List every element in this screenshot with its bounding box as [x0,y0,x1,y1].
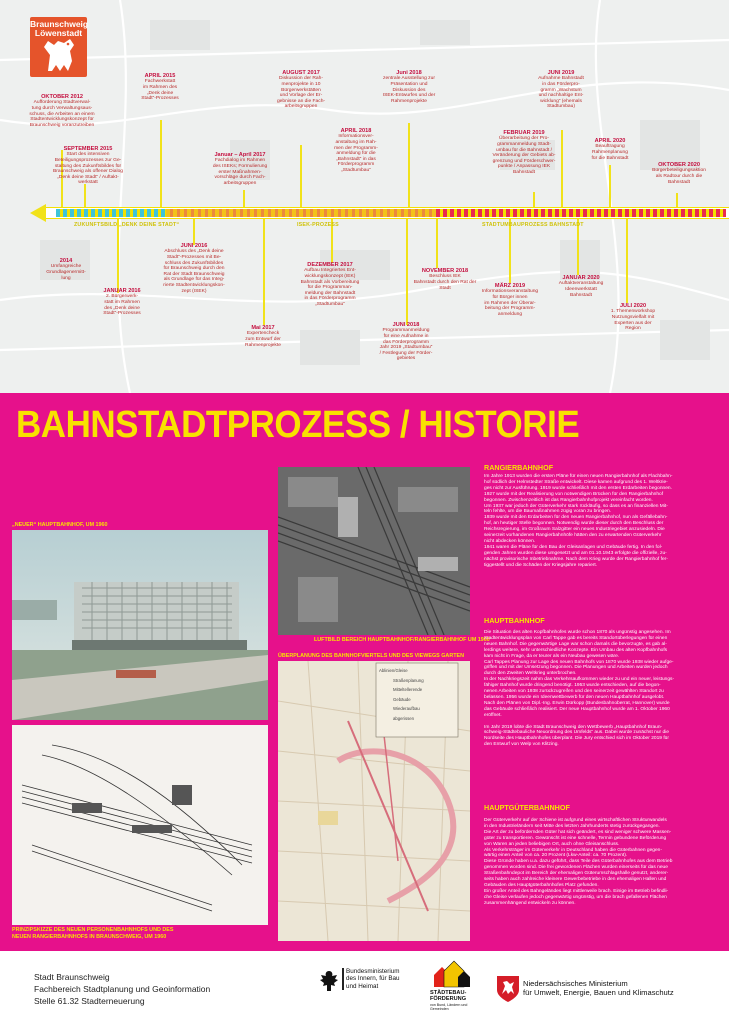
footer-line: Stadt Braunschweig [34,972,110,982]
event-text: Informationsveranstaltung für Bürger innen im Rahmen der Überar- beitung der Programm- anmeldung [481,289,539,317]
phase-segment-isek [166,209,436,217]
logo-text-line2: Löwenstadt [34,28,83,38]
map-legend [379,666,457,723]
event-text: Aufnahme Bahnstadt in das Förderpro- gramm „Wachstum und nachhaltige Ent- wicklung“ (ehemals Stadtumbau) [538,76,584,110]
legend-item: Gebäude [393,696,411,702]
logo-text-line1: Braunschweig [30,19,89,29]
event-text: Aufbau Integriertes Ent- wicklungskonzept (IEK) Bahnstadt als Vorbereitung für die Programman- meldung der Bahnstadt in das Förderprogramm „Stadtumbau“ [300,268,360,307]
caption-photo1: „NEUER“ HAUPTBAHNHOF, UM 1960 [12,522,108,528]
event-date: AUGUST 2017 [282,70,320,76]
bmi-text: und Heimat [346,982,379,990]
caption-photo3: ÜBERPLANUNG DES BAHNHOFVIERTELS UND DES VIEWEGS GARTEN [278,653,464,659]
event-date: JUNI 2016 [180,243,208,249]
section-heading-hauptbahnhof: HAUPTBAHNHOF [484,616,545,625]
event-date: JUNI 2018 [392,322,420,328]
legend-item: abgerissen [393,715,415,721]
nds-ministry-text [523,979,674,997]
event-text: Umfangreiche Grundlagenermitt- lung [46,264,86,281]
section-body-hauptbahnhof: Die Situation des alten Kopfbahnhofes wurde schon 1870 als ungünstig angesehen. Im Stadtentwicklungsplan von Carl Tappe gab es bereits Standortüberlegungen für einen neuen Bahnhof. Die gegenwärtige Lage war schon damals die bevorzugte, es gab al- lerdings weitere, sehr unterschiedliche Konzepte. Ein Umbau des alten Kopfbahnhofs kam nicht in Frage, da er teurer als ein Neubau gewesen wäre. Carl Tappes Planung zur Lage des neuen Bahnhofs von 1870 wurde 1938 wieder aufge- griffen und mit der Umsetzung begonnen. Die Planungen und Arbeiten wurden jedoch durch den Zweiten Weltkrieg unterbrochen. In der Nachkriegszeit nahm das Verkehrsaufkommen wieder zu und ein neuer, leistungs- fähiger Bahnhof wurde dringend benötigt. 1953 wurde entschieden, auf die begon- nenen Arbeiten von 1938 zurückzugreifen und den seinerzeit gewählten Standort zu belassen. 1956 wurde ein Ideenwettbewerb für den neuen Hauptbahnhof ausgelobt. Nach den Plänen von Dipl.-Ing. Erwin Dürkopp (Bundesbahnoberrat, Hannover) wurde das Gebäude schließlich realisiert. Der neue Hauptbahnhof wurde am 1. Oktober 1960 eröffnet. Im Jahr 2019 lobte die Stadt Braunschweig den Wettbewerb „Hauptbahnhof Braun- schweig-Städtebauliche Neuordnung des Umfelds“ aus. Dabei wurde zunächst nur die Nordseite des Hauptbahnhofes überplant. Die Jury entschied sich im Oktober 2019 für den Entwurf von Welp von Klitzing. [484,630,675,748]
event-date: Mai 2017 [251,325,275,331]
phase-label-isek: ISEK-PROZESS [297,222,339,228]
braunschweig-logo [30,17,87,77]
phase-segment-zukunftsbild [56,209,166,217]
phase-label-zukunftsbild: ZUKUNFTSBILD „DENK DEINE STADT“ [74,222,180,228]
nds-line: für Umwelt, Energie, Bauen und Klimaschutz [523,988,674,997]
bmi-logo [342,968,400,990]
timeline-event [478,130,570,176]
caption-photo2: LUFTBILD BEREICH HAUPTBAHNHOF/RANGIERBAHNHOF UM 1960 [314,637,490,643]
staedtebau-line: von Bund, Ländern und [430,1002,468,1007]
event-text: Informationsver- anstaltung im Rah- men der Programm- anmeldung für die „Bahnstadt“ in das Förderprogramm „Stadtumbau“ [334,134,378,173]
timeline-event [364,322,448,362]
timeline-event [470,283,550,317]
event-date: JANUAR 2016 [103,288,141,294]
federal-eagle-icon [318,969,340,993]
event-text: 2. Bürgerwerk- statt im Rahmen des „Denk deine Stadt“-Prozesses [103,294,141,317]
section-body-rangierbahnhof: Im Jahre 1913 wurden die ersten Pläne für einen neuen Rangierbahnhof als Flachbahn- hof südlich der Helmstedter Straße entwickelt. Diese kamen aufgrund des 1. Weltkrie- ges nicht zur Ausführung. 1919 wurde schließlich mit den ersten Erdarbeiten begonnen. 1927 wurde mit der Realisierung von notwendigen Brücken für den Rangierbahnhof begonnen. Zwischenzeitlich ist das Rangierbahnhofprojekt vereinfacht worden. Um 1937 war jedoch der Güterverkehr stark rückläufig, so dass es an finanziellen Mit- teln fehlte, um die Baumaßnahmen zügig voran zu bringen. 1939 wurde mit den Erdarbeiten für den neuen Rangierbahnhof, nun als Gefällebahn- hof, an heutiger Stelle begonnen. Notwendig wurde dieser durch den Beschluss der Reichsregierung, im Großraum Salzgitter ein neues Industriegebiet anzusiedeln. Die seinerzeit vorhandenen Rangierbahnhöfe hätten den zu erwartenden Güterverkehr nicht abdecken können. 1941 waren die Pläne für den Bau der Gleisanlagen und Gebäude fertig. In den fol- genden Jahren wurden diese umgesetzt und am 01.10.1943 erfolgte die offizielle, zu- nächst provisorische Inbetriebnahme. Nach dem Krieg wurde der Rangierbahnhof fer- tiggestellt und die Schäden der Kriegsjahre repariert. [484,474,673,568]
timeline-event [600,303,666,332]
timeline-event [144,243,244,294]
event-text: Überarbeitung der Pro- grammanmeldung Stadt- umbau für die Bahnstadt / Veränderung der Gebiets ab- grenzung und Förderschwer- punkte / Anpassung IEK Bahnstadt [492,136,556,175]
legend-item: Ablinien/Gleise [379,668,408,673]
event-date: MÄRZ 2019 [494,283,526,289]
event-date: APRIL 2020 [594,138,626,144]
event-text: Auftaktveranstaltung Ideenwerkstatt Bahnstadt [558,281,604,298]
lion-icon [30,17,87,77]
event-text: Start des intensiven Beteiligungsprozesses zur Ge- staltung des Zukunftsbildes für Braunschweig als offener Dialog „Denk deine Stadt“ / Auftakt- werkstatt [52,152,124,186]
event-text: Expertencheck zum Entwurf der Rahmenprojekte [245,331,281,348]
event-text: Beauftragung Rahmenplanung für die Bahnstadt [591,144,629,161]
event-date: FEBRUAR 2019 [503,130,545,136]
niedersachsen-horse-icon [497,976,519,1002]
event-text: 1. Themenworkshop Nutzungsvielfalt mit Experten aus der Region [610,309,656,332]
timeline-event [230,325,296,348]
legend-item: Wiederaufbau [393,706,420,711]
event-date: JULI 2020 [619,303,647,309]
event-date: JANUAR 2020 [562,275,600,281]
bmi-text: Bundesministerium [346,968,400,975]
staedtebau-line: FÖRDERUNG [430,996,467,1003]
legend-item: Mitteltellerende [393,687,423,692]
legend-item: Straßenplanung [393,677,424,683]
event-text: Beschluss IEK Bahnstadt durch den Rat der Stadt [413,274,477,291]
timeline-event [38,146,138,186]
sketch-personenbahnhof [12,725,268,925]
timeline-event [36,258,96,281]
timeline-connector [406,213,408,325]
event-date: SEPTEMBER 2015 [63,146,113,152]
section-body-hauptgueterbahnhof: Der Güterverkehr auf der Schiene ist aufgrund eines wirtschaftlichen Strukturwandels in den Industrieländern seit Mitte des letzten Jahrhunderts stetig zurückgegangen. Die Art der zu befördernden Güter hat sich geändert, es sind weniger schwere Massen- güter zu transportieren. Gewünscht ist eine schnelle, Termin gebundene Beförderung von Waren an jeden beliebigen Ort, auch ohne Gleisanschluss. Als Verkehrsträger im Güterverkehr in Deutschland haben die Güterbahnen gegen- wärtig einen Anteil von ca. 20 Prozent (Lkw-Anteil: ca. 70 Prozent). Diese Gründe haben u.a. dazu geführt, dass Teile des Güterbahnhofes aus dem Betrieb genommen worden sind. Die frei gewordenen Flächen wurden einerseits für das neue Straßenbahndepot im Bereich der ehemaligen Güterumschlagshalle genutzt, anderer- seits haben auch zahlreiche kleinere Gewerbebetriebe in den ehemaligen Hallen und Gebäuden des Hauptgüterbahnhofes Platz gefunden. Ein großer Anteil des Bahngeländes liegt mittlerweile brach. Einige im Betrieb befindli- che Gleise verlaufen jedoch gegenwärtig ungünstig, um die brach gefallenen Flächen zusammenhängend entwickeln zu können. [484,818,673,906]
timeline-event [92,288,152,317]
phase-segment-bahnstadt [436,209,726,217]
timeline-event [640,162,718,185]
event-text: Diskussion der Rah- menprojekte in 10 Bürgerwerkstätten und Vorlage der Er- gebnisse an die Fach- arbeitsgruppen [276,76,326,110]
timeline-event [18,94,106,128]
timeline-event [317,128,395,174]
event-text: Aufforderung Stadtverwal- tung durch Verwaltungsaus- schuss, die Arbeiten an einem Stadtentwicklungskonzept für Braunschweig voranzutreiben [29,100,95,128]
caption-photo4: PRINZIPSKIZZE DES NEUEN PERSONENBAHNHOFS UND DES NEUEN RANGIERBAHNHOFS IN BRAUNSCHWEIG, UM 1960 [12,927,174,940]
timeline-connector [609,165,611,212]
staedtebaufoerderung-houses-icon [432,959,472,989]
event-date: Januar – April 2017 [214,152,266,158]
timeline-event [282,262,378,308]
timeline-event [520,70,602,110]
event-date: JUNI 2019 [547,70,575,76]
timeline-start-arrow-icon [30,204,46,222]
nds-line: Niedersächsisches Ministerium [523,979,628,988]
timeline-connector [436,213,438,268]
photo-hauptbahnhof-1960 [12,530,268,720]
timeline-connector [331,213,333,263]
timeline-event [368,70,450,104]
event-date: OKTOBER 2012 [41,94,83,100]
phase-label-bahnstadt: STADTUMBAUPROZESS BAHNSTADT [482,222,584,228]
event-text: Bürgerbeteiligungsaktion als Radtour durch die Bahnstadt [652,168,706,185]
main-title: BAHNSTADTPROZESS / HISTORIE [16,404,580,446]
section-heading-rangierbahnhof: RANGIERBAHNHOF [484,463,554,472]
timeline-connector [160,120,162,212]
staedtebau-line: Gemeinden [430,1007,449,1012]
timeline-event [127,73,193,102]
staedtebau-line: STÄDTEBAU- [430,990,467,996]
timeline-connector [626,213,628,303]
footer-line: Stelle 61.32 Stadterneuerung [34,996,145,1006]
event-text: Abschluss des „Denk deine Stadt“-Prozesses mit Be- schluss des Zukunftsbildes für Braunschweig durch den Rat der Stadt Braunschweig als Grundlage für das Integ- rierte Stadtentwicklungskon- zept (ISEK) [163,249,225,294]
timeline-connector [263,213,265,325]
timeline-event [548,275,614,298]
event-text: Programmanmeldung für eine Aufnahme in das Förderprogramm Jahr 2019 „Stadtumbau“ / Festlegung der Förder- gebietes [379,328,433,362]
photo-aerial-rangierbahnhof [278,467,470,635]
timeline-event [196,152,284,186]
timeline-event [575,138,645,161]
timeline-connector [408,123,410,213]
event-date: DEZEMBER 2017 [307,262,353,268]
event-date: OKTOBER 2020 [658,162,700,168]
event-date: 2014 [59,258,73,264]
section-heading-hauptgueterbahnhof: HAUPTGÜTERBAHNHOF [484,803,570,812]
timeline-connector [300,145,302,213]
timeline-panel [0,0,729,393]
event-date: APRIL 2018 [340,128,372,134]
footer-line: Fachbereich Stadtplanung und Geoinformation [34,984,211,994]
event-date: Juni 2018 [396,70,422,76]
staedtebau-text [430,990,467,1011]
event-date: APRIL 2015 [144,73,176,79]
event-text: Fachdialog im Rahmen des ISEKs; Formulierung erster Maßnahmen- vorschläge durch Fach- arbeitsgruppen [212,158,268,186]
bmi-text: des Innern, für Bau [346,975,400,983]
event-text: zentrale Ausstellung zur Präsentation und Diskussion des ISEK-Entwurfes und der Rahmenprojekte [382,76,436,104]
timeline-event [265,70,337,110]
event-date: NOVEMBER 2018 [421,268,469,274]
event-text: Fachwerkstatt im Rahmen des „Denk deine Stadt“-Prozesses [141,79,179,102]
